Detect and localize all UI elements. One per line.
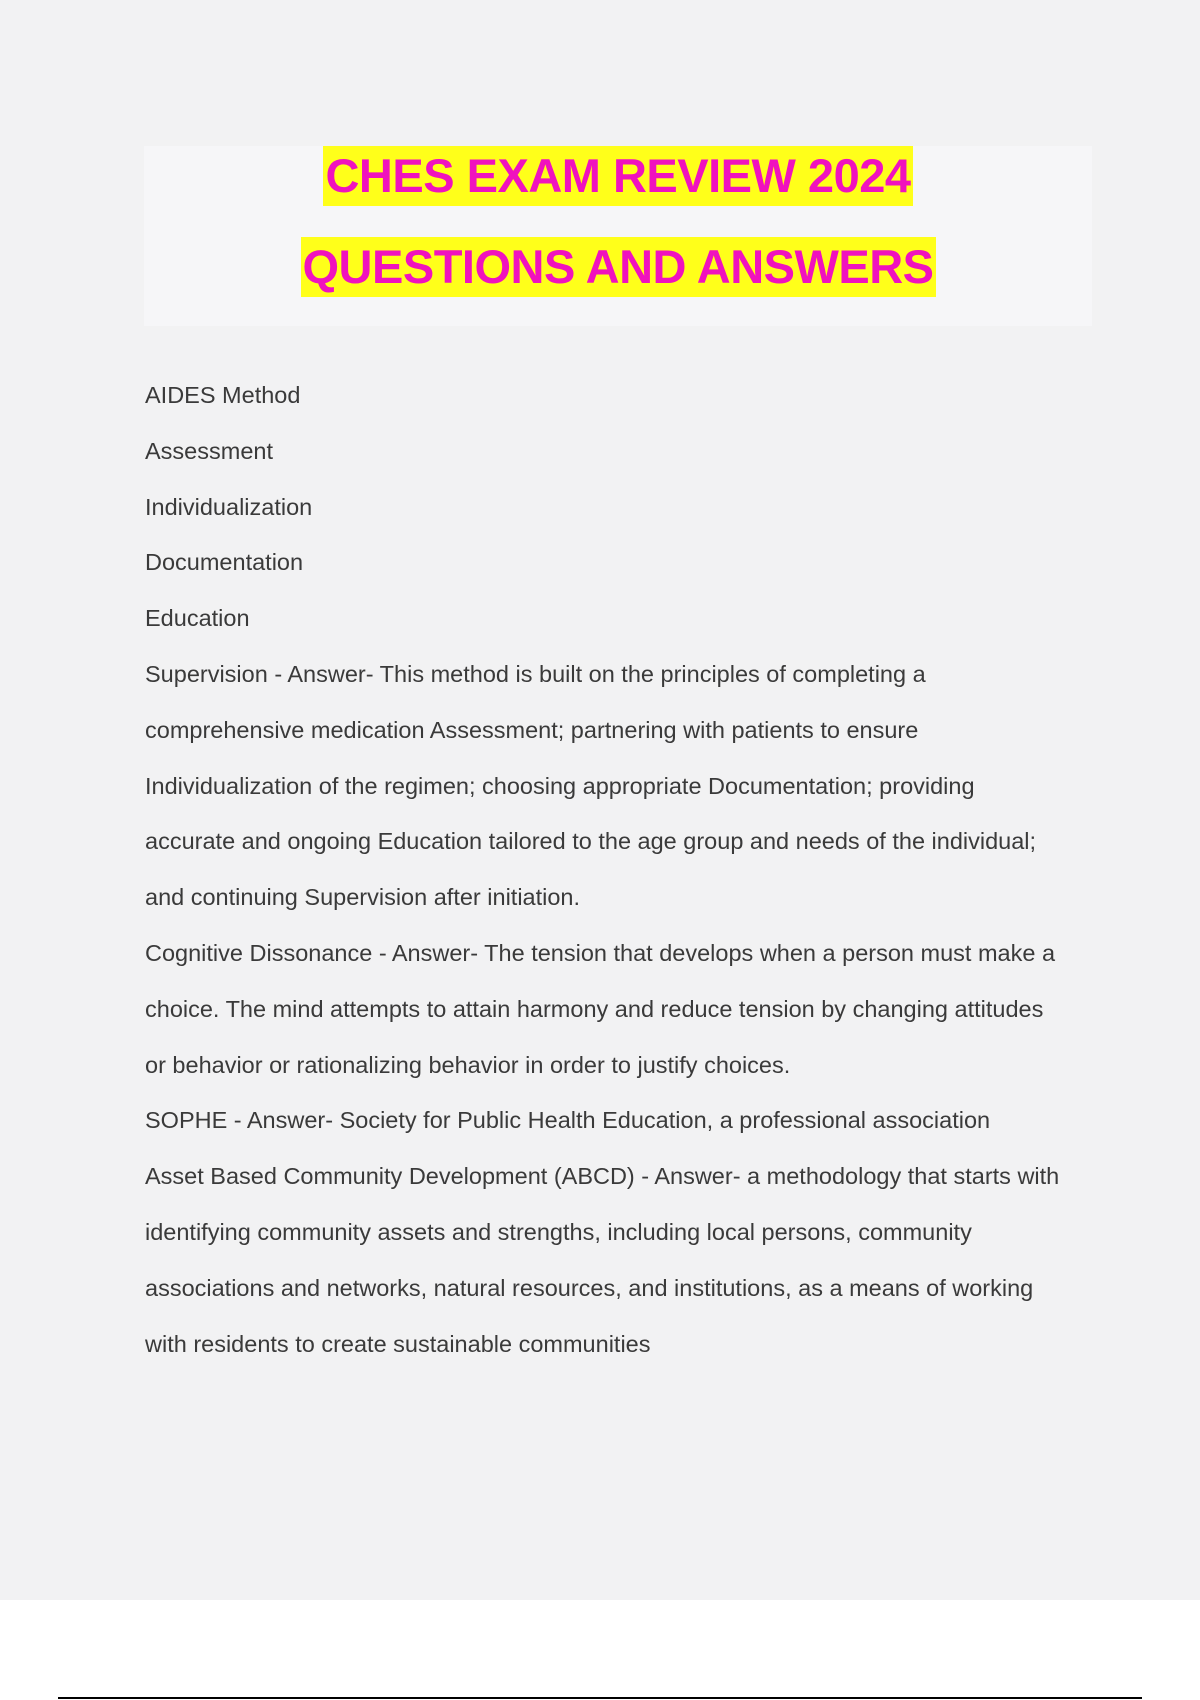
body-line: choice. The mind attempts to attain harmony and reduce tension by changing attitudes [145, 995, 1044, 1022]
title-text-2: QUESTIONS AND ANSWERS [301, 237, 936, 297]
body-line: Individualization of the regimen; choosing appropriate Documentation; providing [145, 772, 975, 799]
body-line: and continuing Supervision after initiation. [145, 884, 581, 911]
body-line: identifying community assets and strengths, including local persons, community [145, 1218, 972, 1245]
body-line: Asset Based Community Development (ABCD) - Answer- a methodology that starts with [145, 1163, 1060, 1190]
body-line: Documentation [145, 549, 304, 576]
body-line: Cognitive Dissonance - Answer- The tension that develops when a person must make a [145, 939, 1056, 966]
body-line: or behavior or rationalizing behavior in order to justify choices. [145, 1051, 791, 1078]
body-line: AIDES Method [145, 382, 301, 408]
document-body [145, 368, 1105, 1372]
body-line: accurate and ongoing Education tailored to the age group and needs of the individual; [145, 828, 1037, 855]
body-line: SOPHE - Answer- Society for Public Health Education, a professional association [145, 1107, 991, 1134]
title-line-2 [144, 237, 1092, 297]
body-line: associations and networks, natural resources, and institutions, as a means of working [145, 1274, 1034, 1301]
title-line-1 [144, 146, 1092, 206]
body-line: comprehensive medication Assessment; partnering with patients to ensure [145, 716, 919, 743]
body-line: Assessment [145, 437, 273, 464]
body-line: Individualization [145, 493, 313, 520]
title-text-1: CHES EXAM REVIEW 2024 [323, 146, 912, 206]
body-line: Supervision - Answer- This method is built on the principles of completing a [145, 660, 926, 687]
body-line: with residents to create sustainable communities [145, 1330, 651, 1357]
page-divider [58, 1697, 1142, 1699]
body-line: Education [145, 605, 250, 632]
title-box [144, 146, 1092, 326]
